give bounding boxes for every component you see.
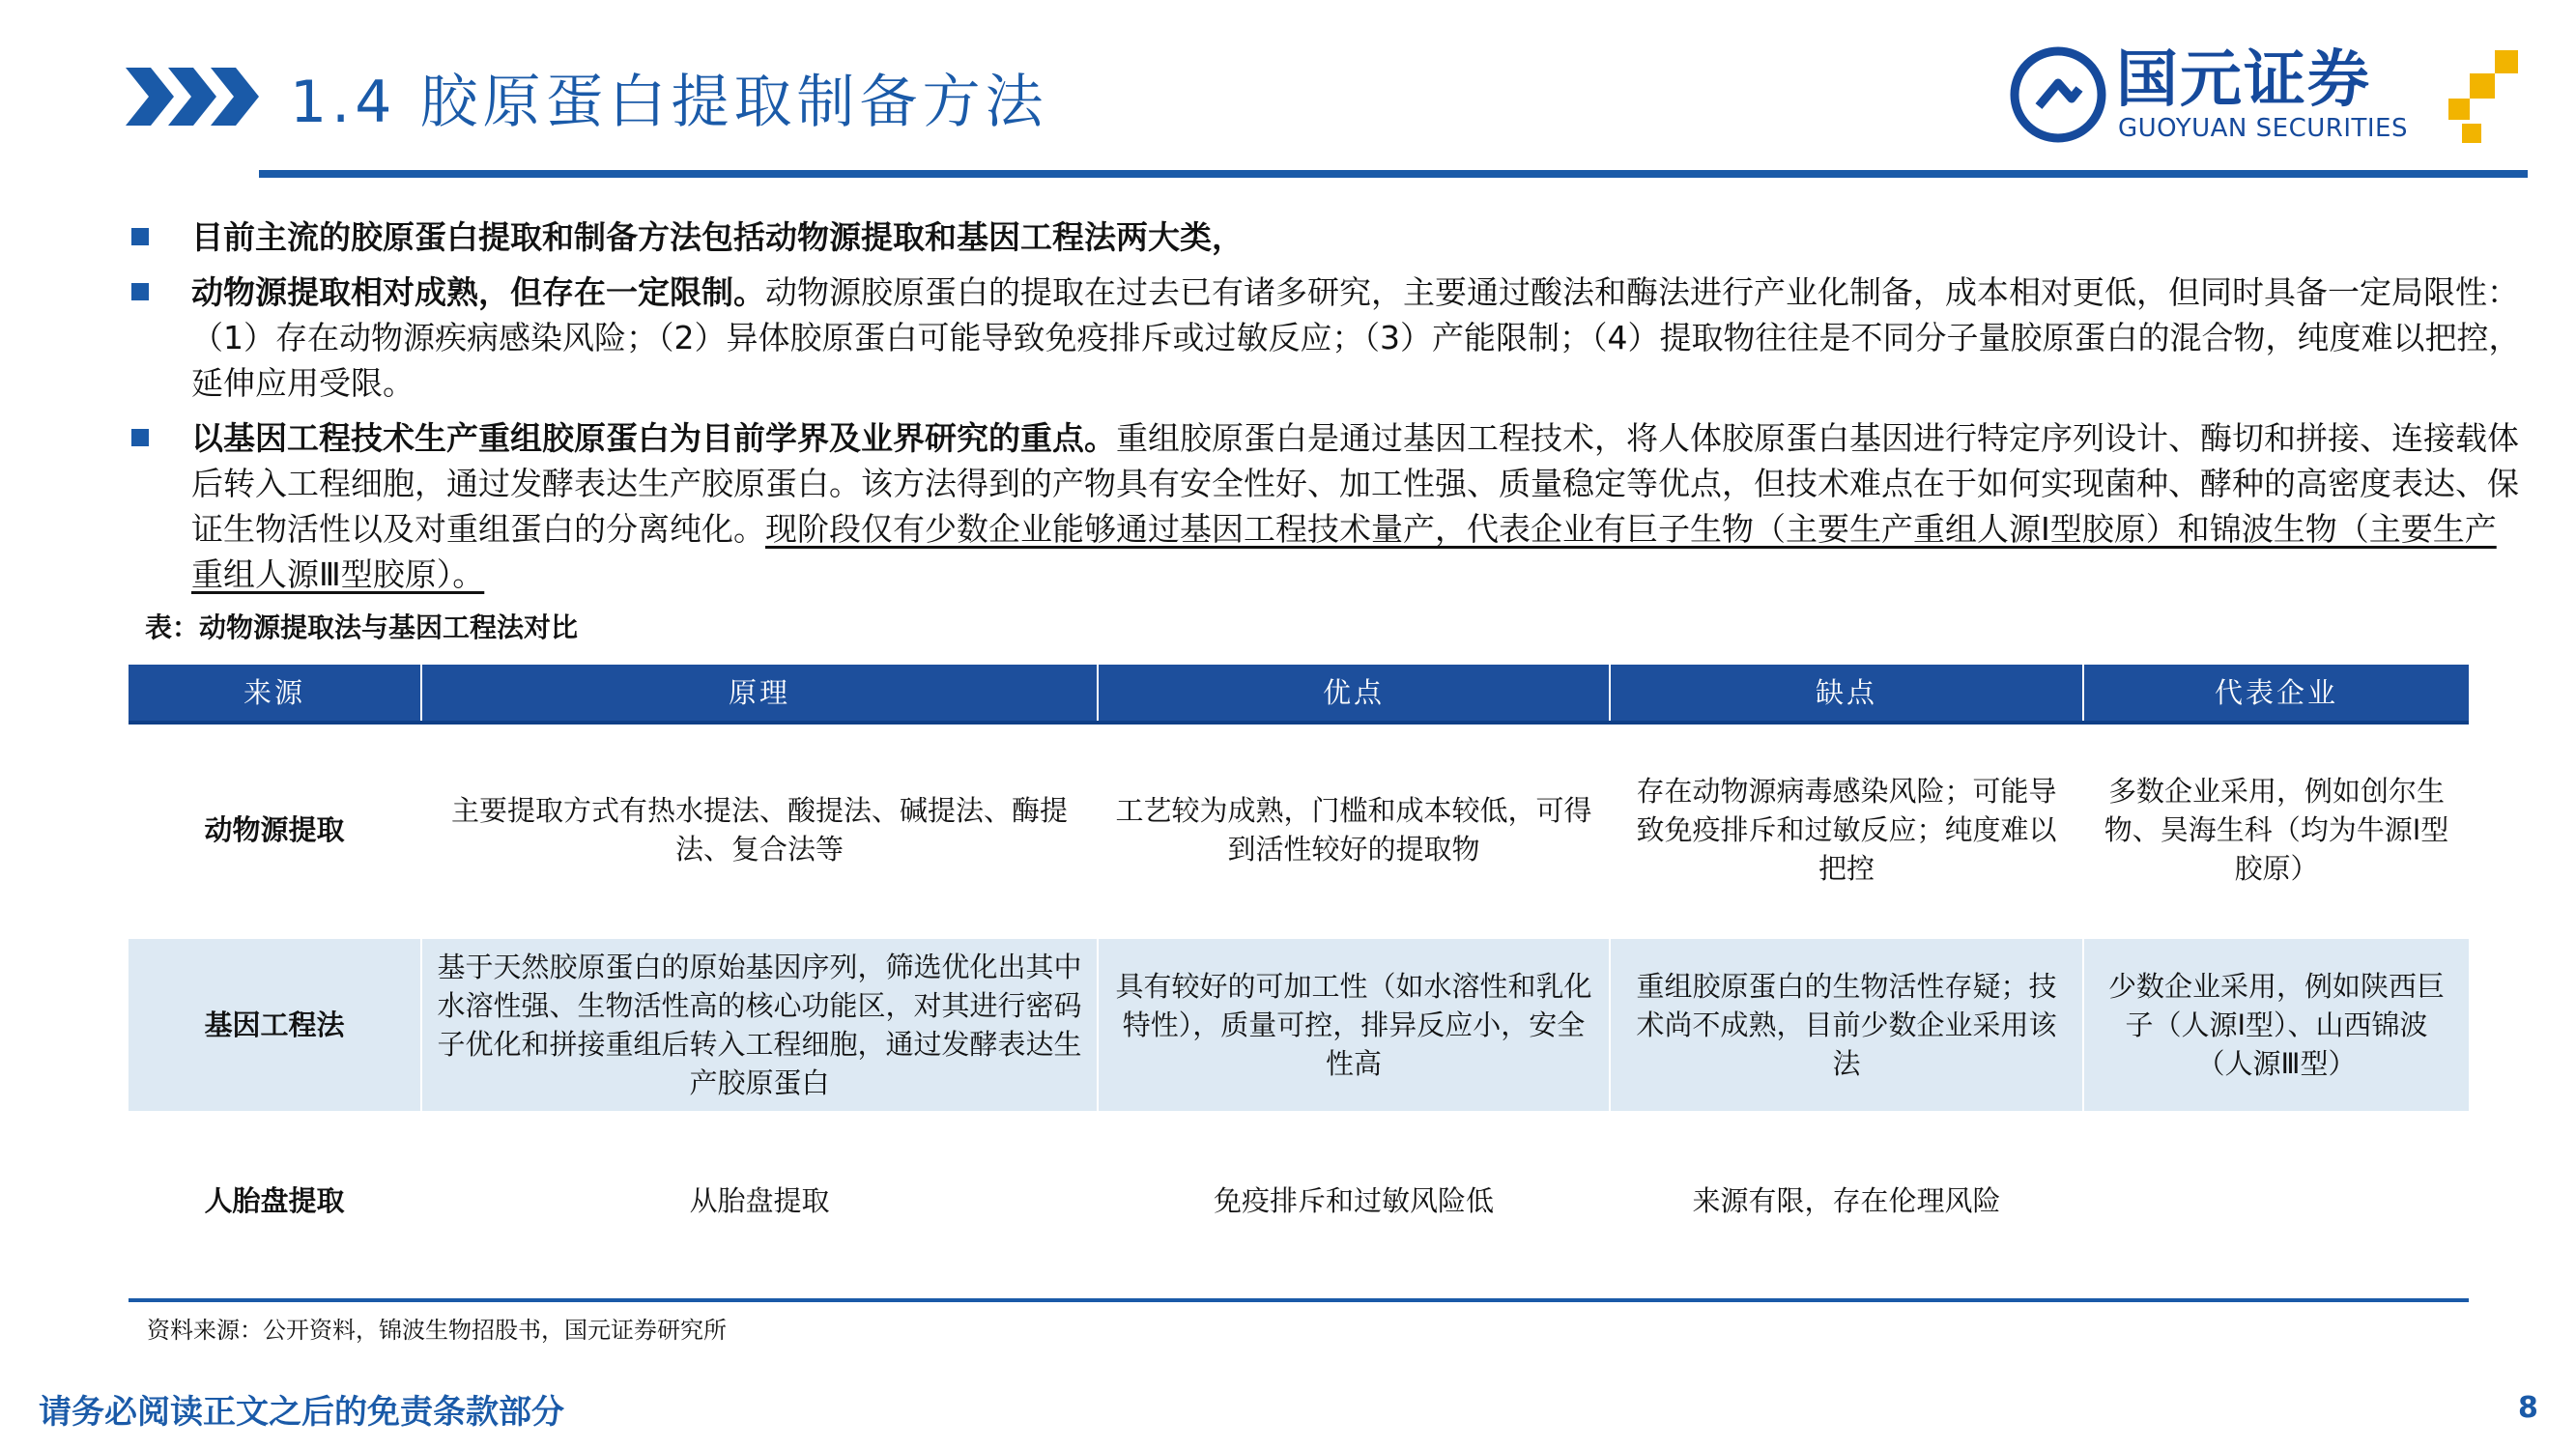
table-row (129, 1111, 2469, 1291)
bullet-paragraph (191, 270, 2528, 406)
table-cell (2083, 1111, 2469, 1291)
table-header-row (129, 665, 2469, 721)
page-title: 1.4 胶原蛋白提取制备方法 (290, 69, 1048, 136)
table-cell: 主要提取方式有热水提法、酸提法、碱提法、酶提法、复合法等 (421, 721, 1098, 939)
bullet-lead: 以基因工程技术生产重组胶原蛋白为目前学界及业界研究的重点。 (191, 419, 1116, 457)
company-logo (2010, 43, 2532, 149)
logo-english-name: GUOYUAN SECURITIES (2118, 114, 2408, 143)
chevron-arrows-icon (126, 68, 261, 126)
page-number: 8 (2518, 1391, 2538, 1425)
table-cell: 具有较好的可加工性（如水溶性和乳化特性），质量可控，排异反应小，安全性高 (1098, 939, 1610, 1111)
bullet-square-icon (131, 429, 149, 446)
bullet-square-icon (131, 283, 149, 300)
title-divider (259, 170, 2528, 178)
table-cell: 工艺较为成熟，门槛和成本较低，可得到活性较好的提取物 (1098, 721, 1610, 939)
bullet-underlined-text: 现阶段仅有少数企业能够通过基因工程技术量产，代表企业有巨子生物（主要生产重组人源Ⅰ型胶原）和锦波生物（主要生产重组人源Ⅲ型胶原）。 (191, 510, 2497, 593)
table-caption: 表：动物源提取法与基因工程法对比 (145, 611, 579, 643)
column-header: 缺点 (1610, 665, 2083, 721)
bullet-item (131, 415, 2528, 597)
table-cell: 多数企业采用，例如创尔生物、昊海生科（均为牛源Ⅰ型胶原） (2083, 721, 2469, 939)
disclaimer-text: 请务必阅读正文之后的免责条款部分 (39, 1393, 564, 1432)
column-header: 原理 (421, 665, 1098, 721)
bullet-lead: 动物源提取相对成熟，但存在一定限制。 (191, 273, 765, 311)
source-note: 资料来源：公开资料，锦波生物招股书，国元证券研究所 (147, 1317, 727, 1344)
bullet-item (131, 270, 2528, 406)
table-bottom-rule (129, 1298, 2469, 1302)
row-label: 动物源提取 (204, 813, 345, 846)
column-header: 代表企业 (2083, 665, 2469, 721)
column-header: 来源 (129, 665, 421, 721)
logo-name: 国元证券 (2116, 44, 2371, 116)
column-header: 优点 (1098, 665, 1610, 721)
table-cell: 基于天然胶原蛋白的原始基因序列，筛选优化出其中水溶性强、生物活性高的核心功能区，对其进行密码子优化和拼接重组后转入工程细胞，通过发酵表达生产胶原蛋白 (421, 939, 1098, 1111)
table-cell: 少数企业采用，例如陕西巨子（人源Ⅰ型）、山西锦波（人源Ⅲ型） (2083, 939, 2469, 1111)
bullet-paragraph (191, 415, 2528, 597)
table-cell: 免疫排斥和过敏风险低 (1098, 1111, 1610, 1291)
row-label: 基因工程法 (129, 939, 421, 1111)
bullet-list (131, 214, 2528, 607)
table-cell: 来源有限，存在伦理风险 (1610, 1111, 2083, 1291)
table-cell: 从胎盘提取 (421, 1111, 1098, 1291)
bullet-item (131, 214, 2528, 260)
table-header-underline (129, 721, 2469, 724)
comparison-table (129, 665, 2469, 1291)
table-row (129, 939, 2469, 1111)
gold-squares-icon (2445, 50, 2532, 147)
guoyuan-emblem-icon (2010, 46, 2106, 143)
bullet-body: 动物源胶原蛋白的提取在过去已有诸多研究，主要通过酸法和酶法进行产业化制备，成本相对更低，但同时具备一定局限性：（1）存在动物源疾病感染风险；（2）异体胶原蛋白可能导致免疫排斥或过敏反应；（3）产能限制；（4）提取物往往是不同分子量胶原蛋白的混合物，纯度难以把控，延伸应用受限。 (191, 273, 2521, 402)
table-row (129, 721, 2469, 939)
bullet-body: 重组胶原蛋白是通过基因工程技术，将人体胶原蛋白基因进行特定序列设计、酶切和拼接、连接载体后转入工程细胞，通过发酵表达生产胶原蛋白。该方法得到的产物具有安全性好、加工性强、质量稳定等优点，但技术难点在于如何实现菌种、酵种的高密度表达、保证生物活性以及对重组蛋白的分离纯化。 (191, 419, 2519, 548)
bullet-square-icon (131, 228, 149, 245)
bullet-text: 目前主流的胶原蛋白提取和制备方法包括动物源提取和基因工程法两大类， (191, 218, 1244, 256)
table-cell: 存在动物源病毒感染风险；可能导致免疫排斥和过敏反应；纯度难以把控 (1610, 721, 2083, 939)
table-cell: 重组胶原蛋白的生物活性存疑；技术尚不成熟，目前少数企业采用该法 (1610, 939, 2083, 1111)
row-label: 人胎盘提取 (204, 1184, 345, 1217)
